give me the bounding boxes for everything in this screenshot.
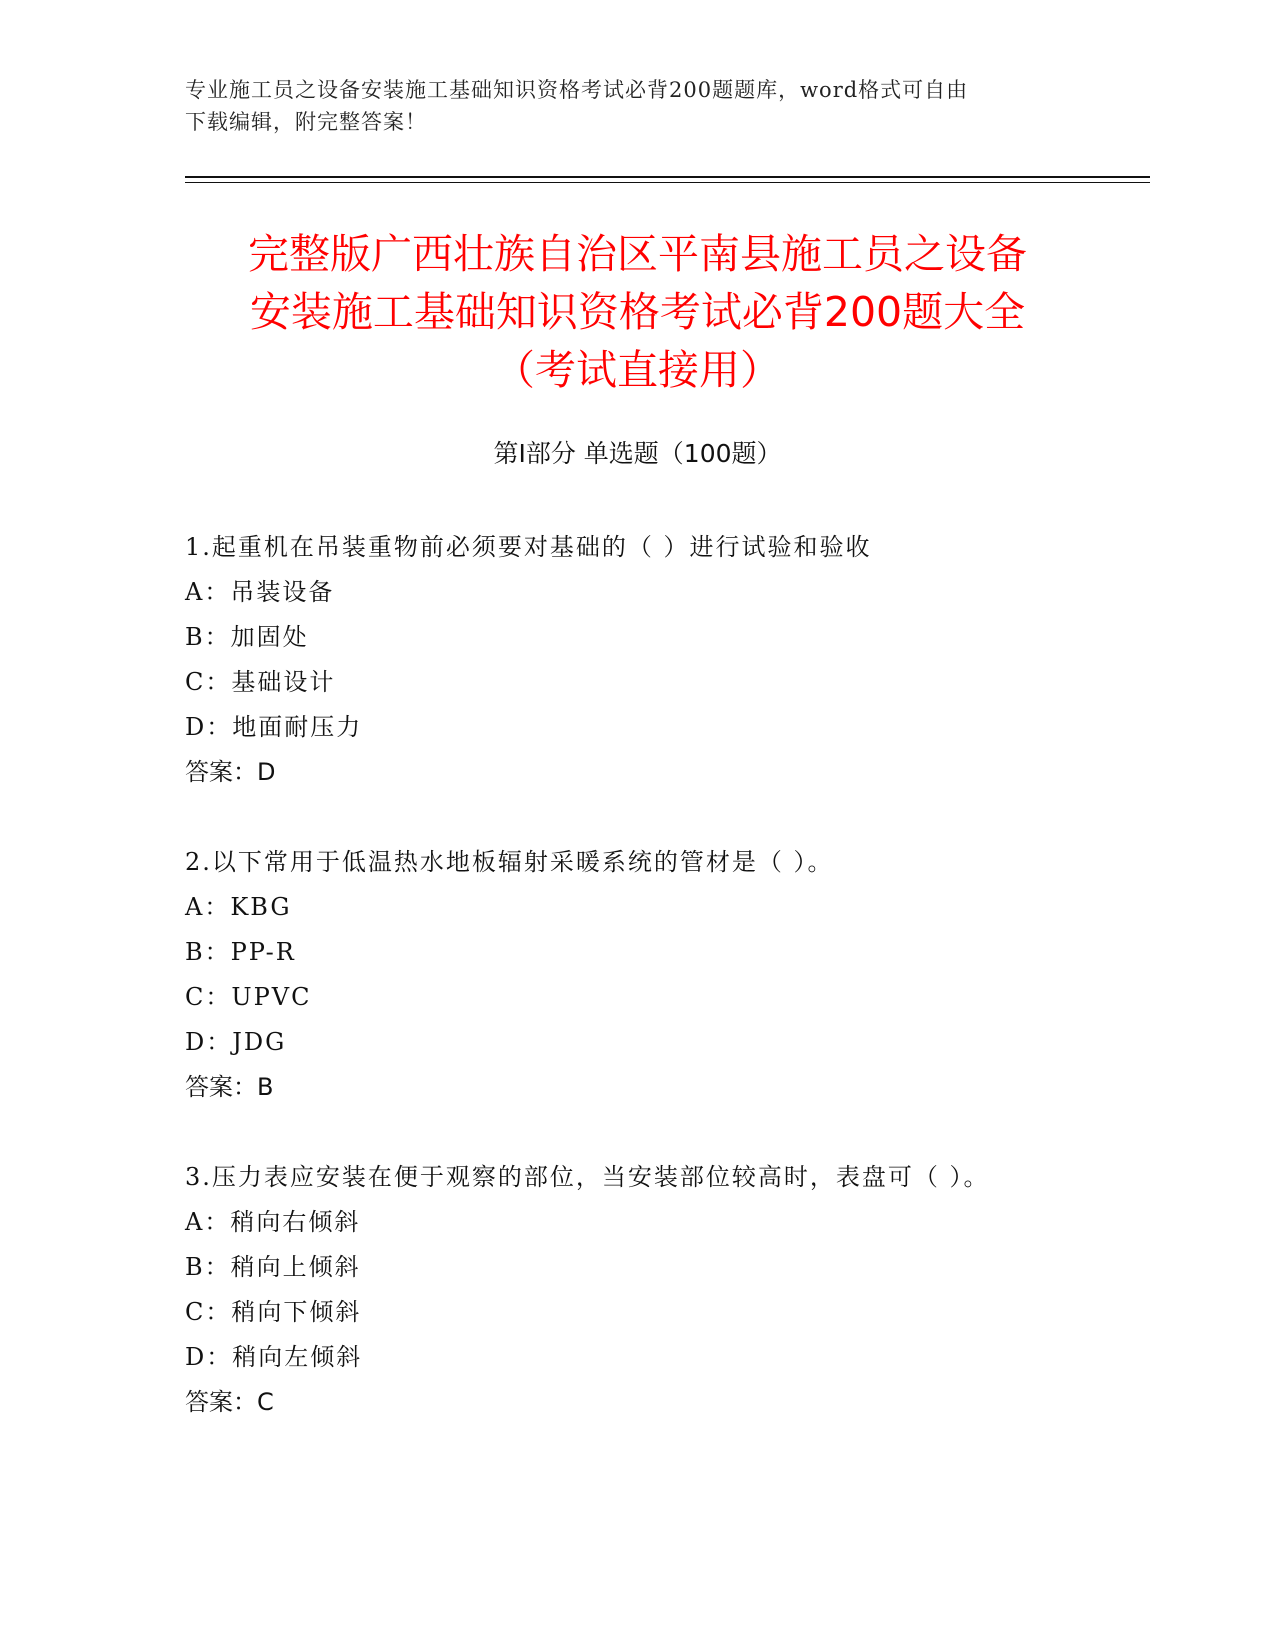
question-3 [185,1155,1065,1425]
question-1 [185,525,1065,795]
option-c: C：稍向下倾斜 [185,1298,362,1326]
question-stem: 3.压力表应安装在便于观察的部位，当安装部位较高时，表盘可（ ）。 [185,1163,990,1191]
question-stem: 2.以下常用于低温热水地板辐射采暖系统的管材是（ ）。 [185,848,834,876]
header-note-line-1: 专业施工员之设备安装施工基础知识资格考试必背200题题库，word格式可自由 [185,78,969,102]
section-title: 第Ⅰ部分 单选题（100题） [493,439,782,468]
option-b: B：稍向上倾斜 [185,1253,361,1281]
document-title-line-3: （考试直接用） [494,346,781,394]
answer: 答案：C [185,1388,274,1416]
option-b: B：PP-R [185,938,296,966]
option-d: D：JDG [185,1028,287,1056]
option-a: A：吊装设备 [185,578,335,606]
document-title [0,225,1275,399]
option-a: A：KBG [185,893,292,921]
document-title-line-1: 完整版广西壮族自治区平南县施工员之设备 [248,230,1027,278]
answer: 答案：B [185,1073,274,1101]
header-divider-thick [185,176,1150,178]
document-title-line-2: 安装施工基础知识资格考试必背200题大全 [249,288,1026,336]
option-d: D：地面耐压力 [185,713,363,741]
option-c: C：UPVC [185,983,312,1011]
header-note-line-2: 下载编辑，附完整答案！ [185,110,427,134]
question-2 [185,840,1065,1110]
answer: 答案：D [185,758,276,786]
header-note [185,74,1065,138]
question-stem: 1.起重机在吊装重物前必须要对基础的（ ）进行试验和验收 [185,533,872,561]
option-b: B：加固处 [185,623,309,651]
header-divider-thin [185,182,1150,183]
option-c: C：基础设计 [185,668,336,696]
option-d: D：稍向左倾斜 [185,1343,363,1371]
option-a: A：稍向右倾斜 [185,1208,361,1236]
